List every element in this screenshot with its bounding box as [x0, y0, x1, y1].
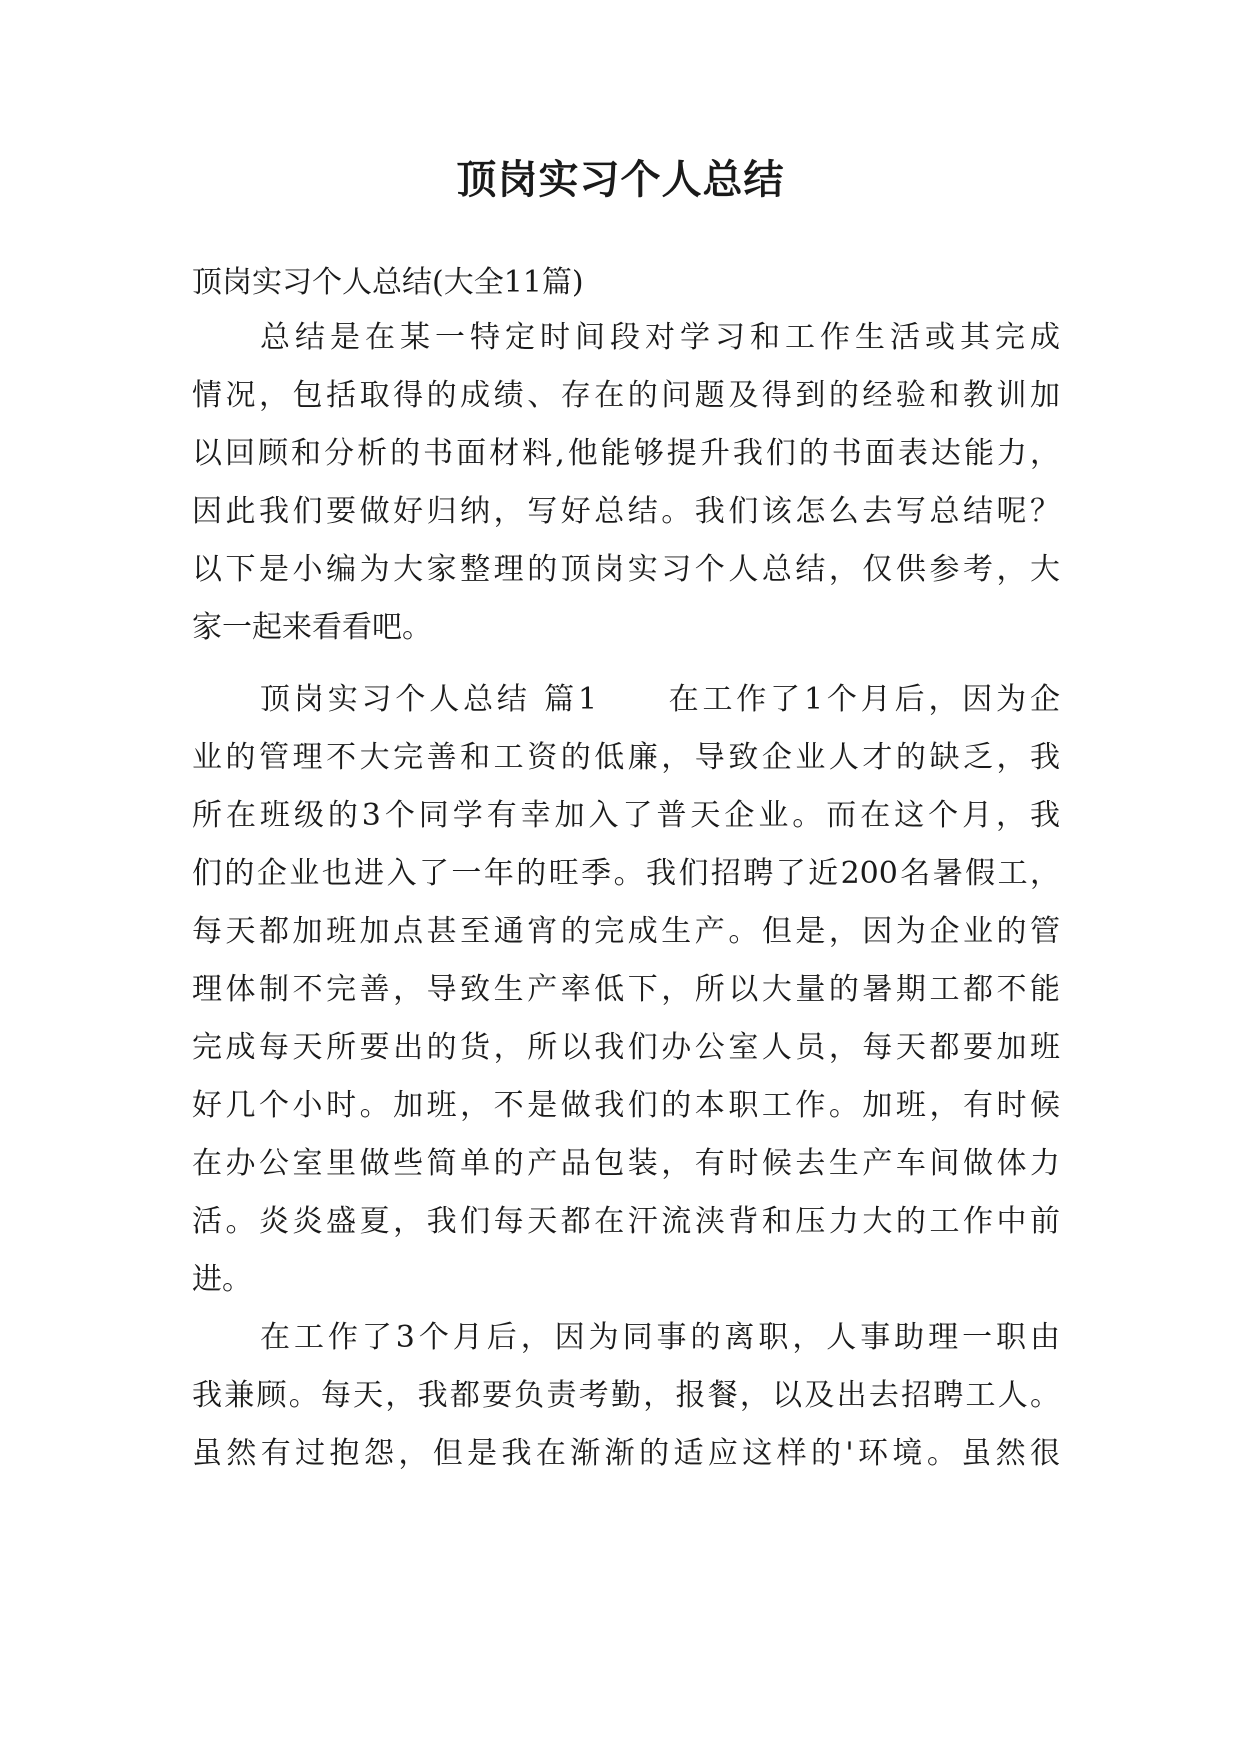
- paragraph-line: 在工作了3个月后，因为同事的离职，人事助理一职由: [260, 1320, 1060, 1355]
- paragraph-line: 我兼顾。每天，我都要负责考勤，报餐，以及出去招聘工人。: [192, 1378, 1060, 1413]
- paragraph-line: 进。: [192, 1262, 252, 1297]
- paragraph-line: 以回顾和分析的书面材料,他能够提升我们的书面表达能力，: [192, 436, 1060, 471]
- paragraph-line: 总结是在某一特定时间段对学习和工作生活或其完成: [260, 320, 1060, 355]
- paragraph-line: 情况，包括取得的成绩、存在的问题及得到的经验和教训加: [192, 378, 1060, 413]
- paragraph-line: 虽然有过抱怨，但是我在渐渐的适应这样的'环境。虽然很: [192, 1436, 1060, 1471]
- paragraph-line: 在办公室里做些简单的产品包装，有时候去生产车间做体力: [192, 1146, 1060, 1181]
- paragraph-line: 活。炎炎盛夏，我们每天都在汗流浃背和压力大的工作中前: [192, 1204, 1060, 1239]
- paragraph-line: 完成每天所要出的货，所以我们办公室人员，每天都要加班: [192, 1030, 1060, 1065]
- document-subtitle: [192, 254, 1060, 312]
- paragraph-line: 理体制不完善，导致生产率低下，所以大量的暑期工都不能: [192, 972, 1060, 1007]
- intro-paragraph: [192, 309, 1060, 657]
- paragraph-line: 业的管理不大完善和工资的低廉，导致企业人才的缺乏，我: [192, 740, 1060, 775]
- document-title: 顶岗实习个人总结: [456, 157, 785, 203]
- paragraph-line: 顶岗实习个人总结 篇1 在工作了1个月后，因为企: [260, 682, 1060, 717]
- paragraph-line: 因此我们要做好归纳，写好总结。我们该怎么去写总结呢？: [192, 494, 1060, 529]
- section-1-paragraph: [192, 671, 1060, 1309]
- section-2-paragraph: [192, 1309, 1060, 1483]
- paragraph-line: 家一起来看看吧。: [192, 610, 432, 645]
- paragraph-line: 每天都加班加点甚至通宵的完成生产。但是，因为企业的管: [192, 914, 1060, 949]
- paragraph-line: 以下是小编为大家整理的顶岗实习个人总结，仅供参考，大: [192, 552, 1060, 587]
- paragraph-line: 好几个小时。加班，不是做我们的本职工作。加班，有时候: [192, 1088, 1060, 1123]
- paragraph-line: 们的企业也进入了一年的旺季。我们招聘了近200名暑假工，: [192, 856, 1060, 891]
- subtitle-line: 顶岗实习个人总结(大全11篇): [192, 265, 584, 300]
- paragraph-line: 所在班级的3个同学有幸加入了普天企业。而在这个月，我: [192, 798, 1060, 833]
